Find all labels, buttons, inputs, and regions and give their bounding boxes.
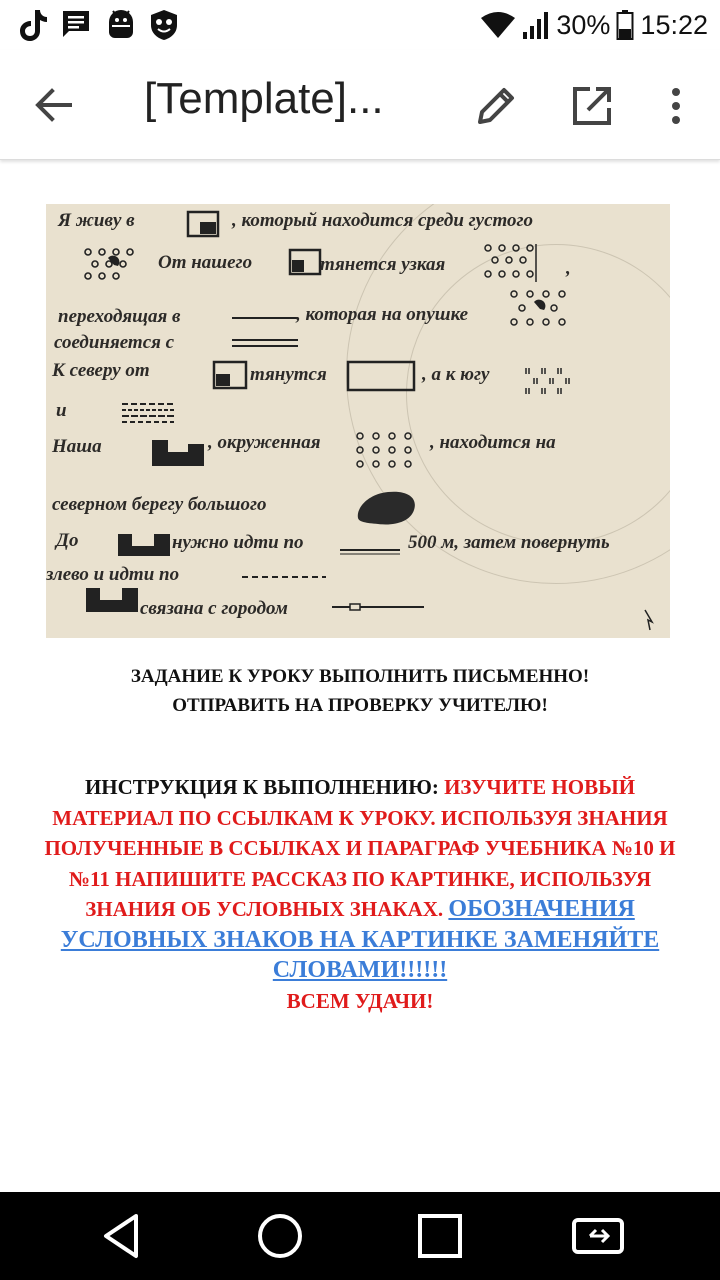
road-symbol bbox=[232, 338, 298, 348]
navigation-bar bbox=[0, 1192, 720, 1280]
task-line-1: ЗАДАНИЕ К УРОКУ ВЫПОЛНИТЬ ПИСЬМЕННО! bbox=[130, 666, 590, 687]
ws-text: , окруженная bbox=[208, 432, 321, 453]
school-symbol bbox=[288, 248, 322, 276]
forest-symbol bbox=[82, 244, 160, 284]
meadow-symbol bbox=[522, 366, 578, 396]
screen-rotate-icon[interactable] bbox=[568, 1206, 628, 1266]
arrow-back-icon[interactable] bbox=[30, 82, 82, 128]
open-in-new-icon[interactable] bbox=[566, 80, 618, 132]
tiktok-icon bbox=[18, 8, 48, 42]
worksheet-image bbox=[46, 204, 670, 638]
forest-symbol bbox=[352, 430, 432, 474]
wifi-icon bbox=[480, 10, 516, 40]
ws-text: тянутся bbox=[250, 364, 327, 385]
house-symbol bbox=[186, 210, 220, 238]
task-text bbox=[0, 662, 720, 720]
ws-text: тянется узкая bbox=[320, 254, 446, 275]
status-right bbox=[480, 6, 708, 44]
ws-text: От нашего bbox=[158, 252, 253, 273]
ws-text: , которая на опушке bbox=[296, 304, 469, 325]
ws-text: злево и идти по bbox=[46, 564, 180, 585]
ws-text: , а к югу bbox=[422, 364, 490, 385]
android-debug-icon bbox=[104, 8, 138, 42]
village-symbol bbox=[84, 584, 140, 614]
ws-text: соединяется с bbox=[54, 332, 175, 353]
village-symbol bbox=[116, 530, 172, 558]
security-icon bbox=[148, 8, 180, 42]
lake-symbol bbox=[354, 488, 420, 528]
ws-text: До bbox=[56, 530, 79, 551]
status-bar bbox=[0, 0, 720, 50]
task-line-2: ОТПРАВИТЬ НА ПРОВЕРКУ УЧИТЕЛЮ! bbox=[172, 695, 548, 716]
clearing-symbol bbox=[482, 242, 562, 286]
battery-icon bbox=[616, 9, 634, 41]
ws-text: переходящая в bbox=[58, 306, 181, 327]
ws-text: , bbox=[566, 258, 571, 279]
clock: 15:22 bbox=[640, 9, 708, 40]
dashed-path-symbol bbox=[242, 574, 326, 580]
app-bar bbox=[0, 50, 720, 160]
more-vertical-icon[interactable] bbox=[658, 80, 694, 132]
nav-home-icon[interactable] bbox=[250, 1206, 310, 1266]
path-symbol bbox=[340, 548, 400, 556]
ws-text: К северу от bbox=[52, 360, 150, 381]
cursor-mark bbox=[642, 608, 656, 632]
ws-text: и bbox=[56, 400, 67, 421]
instruction-text bbox=[30, 772, 690, 1016]
nav-back-icon[interactable] bbox=[92, 1206, 152, 1266]
ws-text: нужно идти по bbox=[172, 532, 304, 553]
document-title: [Template]... bbox=[144, 74, 384, 123]
ws-text: , находится на bbox=[430, 432, 556, 453]
village-symbol bbox=[150, 436, 208, 470]
battery-percent: 30% bbox=[556, 9, 611, 40]
ws-text: Наша bbox=[52, 436, 102, 457]
path-symbol bbox=[232, 314, 298, 322]
garden-symbol bbox=[346, 360, 416, 392]
ws-text: 500 м, затем повернуть bbox=[408, 532, 610, 553]
swamp-symbol bbox=[120, 400, 176, 424]
instruction-prefix: ИНСТРУКЦИЯ К ВЫПОЛНЕНИЮ: bbox=[84, 775, 439, 799]
message-icon bbox=[60, 8, 92, 40]
ws-text: связана с городом bbox=[140, 598, 288, 619]
legend-link[interactable]: ОБОЗНАЧЕНИЯ УСЛОВНЫХ ЗНАКОВ НА КАРТИНКЕ ЗАМЕНЯЙТЕ СЛОВАМИ!!!!!! bbox=[60, 896, 660, 983]
instruction-body: ИЗУЧИТЕ НОВЫЙ МАТЕРИАЛ ПО ССЫЛКАМ К УРОКУ. ИСПОЛЬЗУЯ ЗНАНИЯ ПОЛУЧЕННЫЕ В ССЫЛКАХ И ПАРАГРАФ УЧЕБНИКА №10 И №11 НАПИШИТЕ РАССКАЗ ПО КАРТИНКЕ, ИСПОЛЬЗУЯ ЗНАНИЯ ОБ УСЛОВНЫХ ЗНАКАХ. bbox=[44, 775, 676, 921]
house-symbol bbox=[212, 360, 248, 390]
ws-text: Я живу в bbox=[58, 210, 135, 231]
road-symbol bbox=[332, 602, 424, 612]
pencil-icon[interactable] bbox=[470, 80, 522, 132]
nav-recents-icon[interactable] bbox=[410, 1206, 470, 1266]
mixed-forest-symbol bbox=[504, 288, 584, 330]
ws-text: , который находится среди густого bbox=[232, 210, 534, 231]
signal-icon bbox=[522, 10, 550, 40]
ws-text: северном берегу большого bbox=[52, 494, 267, 515]
closing-text: ВСЕМ УДАЧИ! bbox=[286, 988, 434, 1013]
